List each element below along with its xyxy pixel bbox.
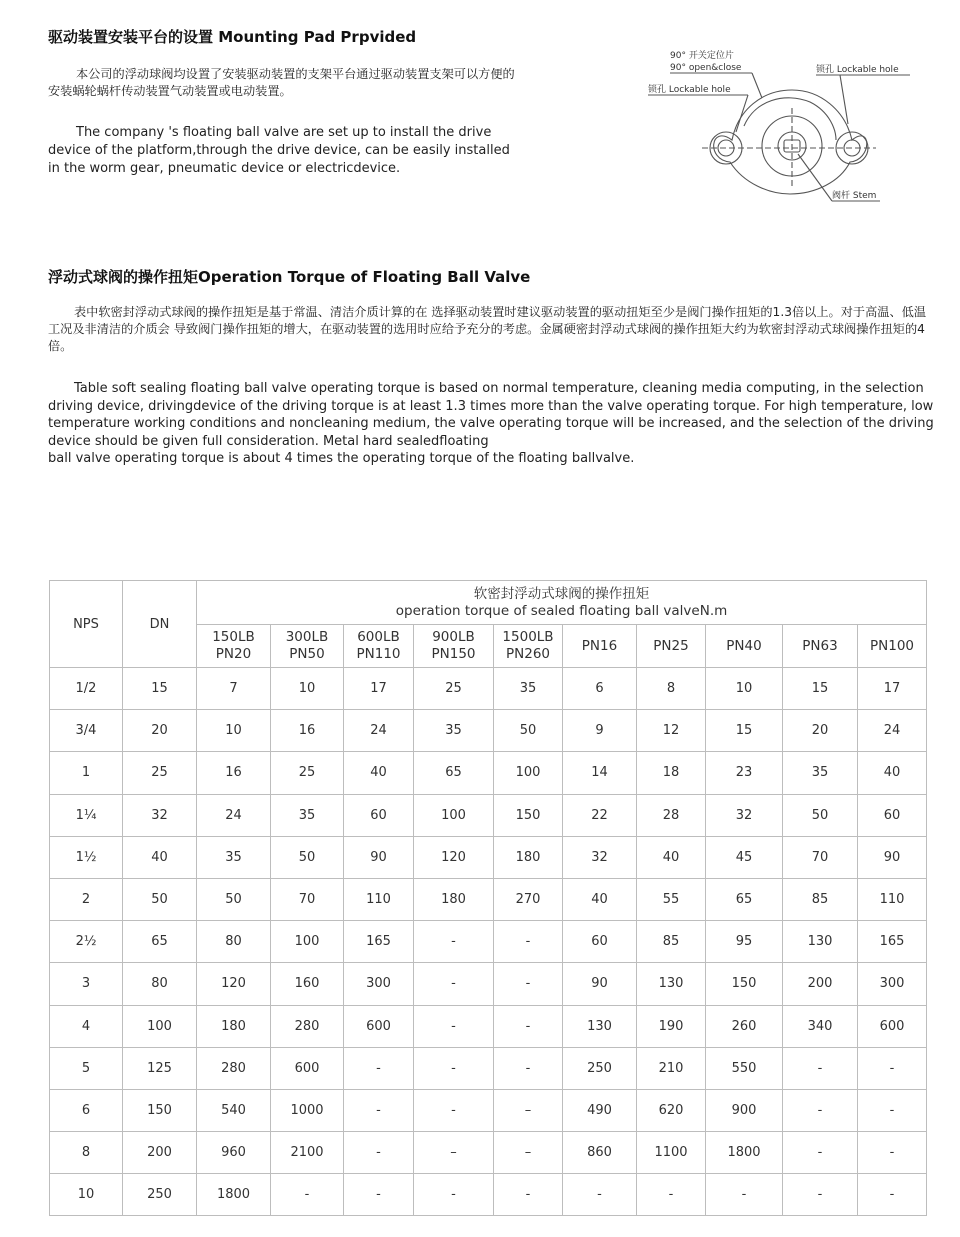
cell-torque: 260: [706, 1005, 783, 1047]
cell-torque: 100: [414, 794, 494, 836]
cell-torque: 120: [414, 836, 494, 878]
header-class-line: 1500LB: [502, 629, 554, 645]
cell-torque: 165: [858, 921, 927, 963]
cell-torque: -: [344, 1174, 414, 1216]
cell-torque: 10: [271, 668, 344, 710]
cell-torque: 65: [414, 752, 494, 794]
cell-torque: 55: [637, 878, 706, 920]
diagram-label-90-cn: 90° 开关定位片: [670, 51, 734, 61]
cell-dn: 32: [123, 794, 197, 836]
cell-torque: -: [414, 1174, 494, 1216]
cell-torque: 90: [563, 963, 637, 1005]
cell-torque: 35: [783, 752, 858, 794]
cell-torque: -: [783, 1174, 858, 1216]
cell-torque: 130: [783, 921, 858, 963]
cell-torque: 160: [271, 963, 344, 1005]
cell-torque: 960: [197, 1132, 271, 1174]
cell-torque: 24: [858, 710, 927, 752]
header-class-line: PN40: [726, 637, 762, 654]
cell-dn: 25: [123, 752, 197, 794]
cell-torque: 120: [197, 963, 271, 1005]
cell-torque: 15: [706, 710, 783, 752]
cell-dn: 40: [123, 836, 197, 878]
operation-torque-text-cn: 表中软密封浮动式球阀的操作扭矩是基于常温、清洁介质计算的在 选择驱动装置时建议驱动装置的驱动扭矩至少是阀门操作扭矩的1.3倍以上。对于高温、低温工况及非清洁的介质会 导致阀门操作扭矩的增大，在驱动装置的选用时应给予充分的考虑。金属硬密封浮动式球阀的操作扭矩大约为软密封浮动式球阀操作扭矩的4倍。: [48, 305, 927, 353]
cell-torque: 95: [706, 921, 783, 963]
header-class-line: PN110: [356, 646, 401, 662]
cell-torque: -: [858, 1174, 927, 1216]
cell-torque: 40: [637, 836, 706, 878]
table-row: [50, 878, 927, 920]
cell-nps: 1½: [50, 836, 123, 878]
cell-torque: 85: [637, 921, 706, 963]
table-row: [50, 1047, 927, 1089]
cell-nps: 3: [50, 963, 123, 1005]
cell-torque: 35: [271, 794, 344, 836]
cell-torque: 190: [637, 1005, 706, 1047]
cell-torque: -: [783, 1132, 858, 1174]
header-class: [858, 625, 927, 668]
cell-torque: 550: [706, 1047, 783, 1089]
diagram-label-lock-right: 锁孔 Lockable hole: [816, 65, 899, 75]
cell-torque: -: [706, 1174, 783, 1216]
cell-torque: 1800: [197, 1174, 271, 1216]
cell-torque: 17: [344, 668, 414, 710]
cell-nps: 1¼: [50, 794, 123, 836]
cell-torque: 22: [563, 794, 637, 836]
table-row: [50, 1005, 927, 1047]
cell-torque: 100: [271, 921, 344, 963]
cell-torque: 1100: [637, 1132, 706, 1174]
diagram-label-90-en: 90° open&close: [670, 63, 742, 73]
header-torque-group-en: operation torque of sealed floating ball valveN.m: [395, 602, 728, 619]
mounting-pad-text-en: The company 's floating ball valve are set up to install the drive device of the platform,through the drive device, can be easily installed in the worm gear, pneumatic device or electricdevice.: [48, 125, 510, 176]
cell-torque: 130: [637, 963, 706, 1005]
cell-torque: 210: [637, 1047, 706, 1089]
cell-torque: -: [344, 1047, 414, 1089]
header-torque-group: [197, 581, 927, 625]
cell-torque: -: [344, 1132, 414, 1174]
cell-torque: 600: [271, 1047, 344, 1089]
cell-nps: 6: [50, 1089, 123, 1131]
cell-torque: 65: [706, 878, 783, 920]
cell-torque: 280: [271, 1005, 344, 1047]
operation-torque-text-en-1: Table soft sealing floating ball valve operating torque is based on normal temperature, cleaning media computing, in the selection driving device, drivingdevice of the driving torque is at least 1.3 times more than the valve operating torque. For high temperature, low temperature working conditions and noncleaning medium, the valve operating torque will be increased, and the selection of the driving device should be given full consideration. Metal hard sealedfloating: [48, 381, 934, 449]
cell-torque: 40: [344, 752, 414, 794]
cell-torque: 20: [783, 710, 858, 752]
header-class-line: PN16: [581, 637, 618, 654]
cell-nps: 4: [50, 1005, 123, 1047]
cell-torque: 90: [344, 836, 414, 878]
cell-torque: 490: [563, 1089, 637, 1131]
header-class: [414, 625, 494, 668]
header-class: [783, 625, 858, 668]
mounting-pad-diagram: [640, 44, 920, 216]
header-class-line: PN50: [289, 646, 325, 662]
cell-torque: 900: [706, 1089, 783, 1131]
cell-torque: -: [414, 1047, 494, 1089]
cell-nps: 3/4: [50, 710, 123, 752]
cell-torque: 165: [344, 921, 414, 963]
header-class-line: PN100: [870, 637, 915, 654]
cell-torque: 60: [858, 794, 927, 836]
cell-torque: 40: [563, 878, 637, 920]
cell-torque: 24: [344, 710, 414, 752]
cell-torque: 16: [271, 710, 344, 752]
cell-torque: 50: [783, 794, 858, 836]
cell-torque: 18: [637, 752, 706, 794]
cell-torque: 7: [197, 668, 271, 710]
cell-torque: –: [414, 1132, 494, 1174]
header-class: [344, 625, 414, 668]
cell-torque: 35: [414, 710, 494, 752]
cell-torque: 540: [197, 1089, 271, 1131]
cell-torque: -: [858, 1089, 927, 1131]
cell-torque: 25: [271, 752, 344, 794]
cell-torque: 860: [563, 1132, 637, 1174]
cell-torque: 180: [197, 1005, 271, 1047]
table-row: [50, 921, 927, 963]
cell-torque: -: [494, 921, 563, 963]
cell-nps: 8: [50, 1132, 123, 1174]
cell-torque: -: [414, 1089, 494, 1131]
cell-dn: 50: [123, 878, 197, 920]
cell-torque: 100: [494, 752, 563, 794]
diagram-label-lock-left: 锁孔 Lockable hole: [648, 85, 731, 95]
cell-torque: 28: [637, 794, 706, 836]
cell-torque: 50: [494, 710, 563, 752]
header-nps: NPS: [50, 581, 123, 668]
cell-torque: -: [783, 1047, 858, 1089]
cell-torque: 80: [197, 921, 271, 963]
operation-torque-title: 浮动式球阀的操作扭矩Operation Torque of Floating Ball Valve: [48, 268, 531, 286]
cell-torque: -: [344, 1089, 414, 1131]
cell-dn: 20: [123, 710, 197, 752]
header-class: [494, 625, 563, 668]
cell-torque: 45: [706, 836, 783, 878]
table-row: [50, 836, 927, 878]
cell-torque: 110: [858, 878, 927, 920]
table-row: [50, 794, 927, 836]
cell-torque: -: [494, 1047, 563, 1089]
table-row: [50, 710, 927, 752]
cell-nps: 2: [50, 878, 123, 920]
header-class-line: PN150: [431, 646, 476, 662]
cell-torque: -: [637, 1174, 706, 1216]
cell-torque: 110: [344, 878, 414, 920]
cell-torque: 180: [494, 836, 563, 878]
cell-torque: 150: [494, 794, 563, 836]
cell-torque: 40: [858, 752, 927, 794]
cell-torque: 280: [197, 1047, 271, 1089]
cell-torque: 6: [563, 668, 637, 710]
header-class-line: 300LB: [285, 629, 329, 645]
cell-torque: 270: [494, 878, 563, 920]
cell-torque: –: [494, 1132, 563, 1174]
cell-torque: 250: [563, 1047, 637, 1089]
header-class-line: PN25: [653, 637, 689, 654]
cell-torque: 16: [197, 752, 271, 794]
cell-torque: 10: [706, 668, 783, 710]
cell-torque: -: [563, 1174, 637, 1216]
mounting-pad-title: 驱动装置安装平台的设置 Mounting Pad Prpvided: [48, 28, 417, 46]
header-dn: DN: [123, 581, 197, 668]
table-row: [50, 1132, 927, 1174]
cell-dn: 65: [123, 921, 197, 963]
cell-torque: 300: [858, 963, 927, 1005]
cell-torque: 32: [563, 836, 637, 878]
cell-torque: 60: [344, 794, 414, 836]
cell-torque: 8: [637, 668, 706, 710]
cell-dn: 150: [123, 1089, 197, 1131]
header-class-line: 150LB: [212, 629, 255, 645]
cell-torque: 15: [783, 668, 858, 710]
header-class-line: PN20: [215, 646, 252, 662]
cell-nps: 5: [50, 1047, 123, 1089]
cell-dn: 100: [123, 1005, 197, 1047]
cell-dn: 200: [123, 1132, 197, 1174]
cell-torque: 35: [197, 836, 271, 878]
cell-torque: 50: [271, 836, 344, 878]
header-class: [706, 625, 783, 668]
table-row: [50, 1089, 927, 1131]
header-class-line: PN260: [505, 646, 550, 662]
cell-torque: -: [271, 1174, 344, 1216]
cell-torque: -: [858, 1047, 927, 1089]
cell-nps: 2½: [50, 921, 123, 963]
cell-torque: 35: [494, 668, 563, 710]
header-class: [197, 625, 271, 668]
cell-dn: 250: [123, 1174, 197, 1216]
cell-torque: 85: [783, 878, 858, 920]
cell-nps: 10: [50, 1174, 123, 1216]
cell-dn: 80: [123, 963, 197, 1005]
cell-nps: 1/2: [50, 668, 123, 710]
table-row: [50, 668, 927, 710]
header-class: [637, 625, 706, 668]
cell-torque: 32: [706, 794, 783, 836]
cell-torque: 620: [637, 1089, 706, 1131]
cell-torque: 150: [706, 963, 783, 1005]
cell-torque: -: [494, 1005, 563, 1047]
cell-torque: 90: [858, 836, 927, 878]
table-row: [50, 752, 927, 794]
cell-dn: 15: [123, 668, 197, 710]
operation-torque-text-en: [48, 380, 938, 468]
cell-torque: -: [783, 1089, 858, 1131]
cell-torque: -: [414, 963, 494, 1005]
cell-dn: 125: [123, 1047, 197, 1089]
cell-torque: -: [494, 1174, 563, 1216]
cell-torque: 12: [637, 710, 706, 752]
cell-torque: 340: [783, 1005, 858, 1047]
cell-torque: 180: [414, 878, 494, 920]
cell-torque: 200: [783, 963, 858, 1005]
table-row: [50, 963, 927, 1005]
header-class-line: PN63: [802, 637, 838, 654]
cell-torque: -: [858, 1132, 927, 1174]
cell-torque: -: [494, 963, 563, 1005]
torque-table: [49, 580, 927, 1216]
cell-torque: 60: [563, 921, 637, 963]
header-torque-group-cn: 软密封浮动式球阀的操作扭矩: [473, 585, 650, 602]
cell-torque: 300: [344, 963, 414, 1005]
cell-torque: 600: [858, 1005, 927, 1047]
header-class: [563, 625, 637, 668]
operation-torque-text-en-2: ball valve operating torque is about 4 times the operating torque of the floating ballvalve.: [48, 451, 635, 467]
cell-torque: -: [414, 1005, 494, 1047]
diagram-label-stem: 阀杆 Stem: [832, 191, 877, 201]
cell-torque: 600: [344, 1005, 414, 1047]
cell-torque: 14: [563, 752, 637, 794]
cell-torque: 70: [783, 836, 858, 878]
mounting-pad-text-cn: 本公司的浮动球阀均设置了安装驱动装置的支架平台通过驱动装置支架可以方便的安装蜗轮蜗杆传动装置气动装置或电动装置。: [48, 67, 515, 98]
cell-torque: 70: [271, 878, 344, 920]
cell-nps: 1: [50, 752, 123, 794]
cell-torque: 10: [197, 710, 271, 752]
cell-torque: 1000: [271, 1089, 344, 1131]
cell-torque: 2100: [271, 1132, 344, 1174]
cell-torque: –: [494, 1089, 563, 1131]
header-class: [271, 625, 344, 668]
cell-torque: 1800: [706, 1132, 783, 1174]
cell-torque: 24: [197, 794, 271, 836]
cell-torque: 25: [414, 668, 494, 710]
header-class-line: 600LB: [357, 629, 400, 645]
cell-torque: 9: [563, 710, 637, 752]
header-class-line: 900LB: [432, 629, 475, 645]
cell-torque: 23: [706, 752, 783, 794]
cell-torque: 17: [858, 668, 927, 710]
cell-torque: 130: [563, 1005, 637, 1047]
cell-torque: -: [414, 921, 494, 963]
table-row: [50, 1174, 927, 1216]
cell-torque: 50: [197, 878, 271, 920]
